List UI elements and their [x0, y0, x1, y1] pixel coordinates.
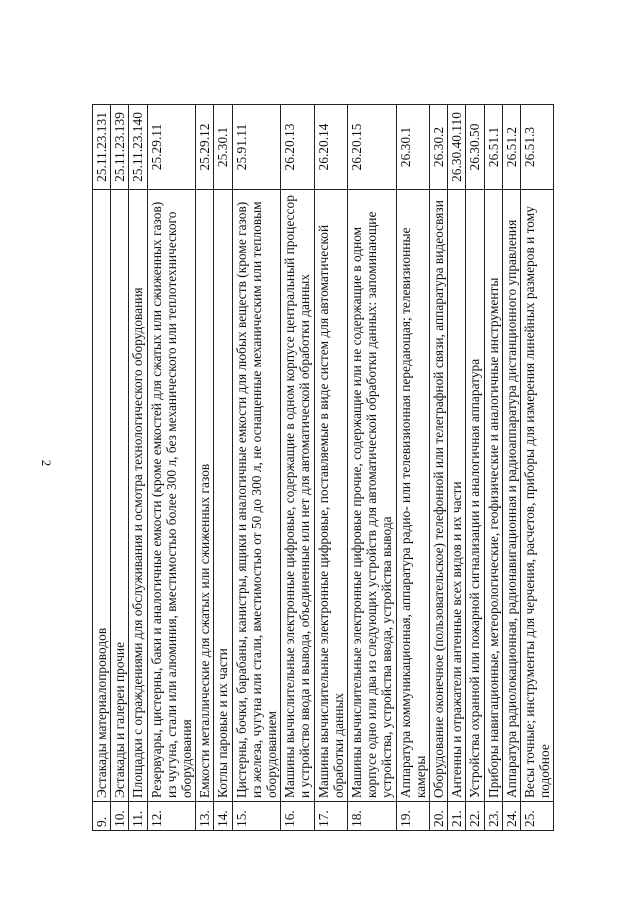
row-code-cell: 25.11.23.131 [93, 105, 111, 190]
row-description-cell: Эстакады материалопроводов [93, 190, 111, 802]
table-row [484, 105, 502, 831]
row-code-cell: 26.30.50 [466, 105, 484, 190]
table-row [196, 105, 214, 831]
table-row [314, 105, 347, 831]
row-code-cell: 26.20.13 [281, 105, 314, 190]
row-description-cell: Аппаратура коммуникационная, аппаратура радио- или телевизионная передающая; телевизионные камеры [396, 190, 429, 802]
table-row [147, 105, 196, 831]
rotated-table-container [92, 104, 554, 831]
row-code-cell: 25.30.1 [214, 105, 232, 190]
row-description-cell: Антенны и отражатели антенные всех видов и их части [448, 190, 466, 802]
row-description-cell: Емкости металлические для сжатых или сжиженных газов [196, 190, 214, 802]
row-description-cell: Оборудование оконечное (пользовательское) телефонной или телеграфной связи, аппаратура видеосвязи [430, 190, 448, 802]
row-description-cell: Устройства охранной или пожарной сигнализации и аналогичная аппаратура [466, 190, 484, 802]
table-row [232, 105, 281, 831]
row-number-cell: 11. [129, 802, 147, 831]
table-row [93, 105, 111, 831]
row-number-cell: 18. [348, 802, 397, 831]
row-number-cell: 19. [396, 802, 429, 831]
row-description-cell: Машины вычислительные электронные цифровые прочие, содержащие или не содержащие в одном корпусе одно или два из следующих устройств для автоматической обработки данных: запоминающие устройства, устройства ввода, устройства вывода [348, 190, 397, 802]
table-row [214, 105, 232, 831]
row-code-cell: 25.29.11 [147, 105, 196, 190]
row-description-cell: Машины вычислительные электронные цифровые, поставляемые в виде систем для автоматической обработки данных [314, 190, 347, 802]
table-row [430, 105, 448, 831]
table-row [448, 105, 466, 831]
row-number-cell: 24. [502, 802, 520, 831]
row-number-cell: 15. [232, 802, 281, 831]
row-description-cell: Весы точные; инструменты для черчения, расчетов, приборы для измерения линейных размеров и тому подобное [521, 190, 554, 802]
row-number-cell: 20. [430, 802, 448, 831]
table-row [466, 105, 484, 831]
classification-table [92, 104, 554, 831]
row-code-cell: 26.51.2 [502, 105, 520, 190]
row-description-cell: Площадки с ограждениями для обслуживания и осмотра технологического оборудования [129, 190, 147, 802]
row-number-cell: 23. [484, 802, 502, 831]
row-number-cell: 22. [466, 802, 484, 831]
table-row [111, 105, 129, 831]
table-row [521, 105, 554, 831]
row-code-cell: 26.30.1 [396, 105, 429, 190]
row-number-cell: 12. [147, 802, 196, 831]
row-code-cell: 26.51.3 [521, 105, 554, 190]
row-number-cell: 13. [196, 802, 214, 831]
row-number-cell: 16. [281, 802, 314, 831]
row-number-cell: 14. [214, 802, 232, 831]
row-description-cell: Котлы паровые и их части [214, 190, 232, 802]
row-code-cell: 26.51.1 [484, 105, 502, 190]
row-code-cell: 26.30.2 [430, 105, 448, 190]
row-code-cell: 26.20.15 [348, 105, 397, 190]
row-code-cell: 26.20.14 [314, 105, 347, 190]
row-description-cell: Эстакады и галереи прочие [111, 190, 129, 802]
row-code-cell: 25.11.23.140 [129, 105, 147, 190]
row-description-cell: Приборы навигационные, метеорологические, геофизические и аналогичные инструменты [484, 190, 502, 802]
row-description-cell: Цистерны, бочки, барабаны, канистры, ящики и аналогичные емкости для любых веществ (кроме газов) из железа, чугуна или стали, вместимостью от 50 до 300 л, не оснащенные механическим или тепловым оборудованием [232, 190, 281, 802]
row-number-cell: 21. [448, 802, 466, 831]
row-number-cell: 9. [93, 802, 111, 831]
table-row [396, 105, 429, 831]
table-row [348, 105, 397, 831]
page-number: 2 [39, 459, 54, 467]
row-description-cell: Машины вычислительные электронные цифровые, содержащие в одном корпусе центральный процессор и устройство ввода и вывода, объединенные или нет для автоматической обработки данных [281, 190, 314, 802]
row-description-cell: Резервуары, цистерны, баки и аналогичные емкости (кроме емкостей для сжатых или сжиженных газов) из чугуна, стали или алюминия, вместимостью более 300 л, без механического или теплотехнического оборудования [147, 190, 196, 802]
row-number-cell: 25. [521, 802, 554, 831]
row-code-cell: 25.11.23.139 [111, 105, 129, 190]
row-description-cell: Аппаратура радиолокационная, радионавигационная и радиоаппаратура дистанционного управления [502, 190, 520, 802]
table-row [129, 105, 147, 831]
row-code-cell: 25.29.12 [196, 105, 214, 190]
table-row [502, 105, 520, 831]
table-row [281, 105, 314, 831]
table-body [93, 105, 554, 831]
row-number-cell: 17. [314, 802, 347, 831]
row-code-cell: 26.30.40.110 [448, 105, 466, 190]
row-code-cell: 25.91.11 [232, 105, 281, 190]
row-number-cell: 10. [111, 802, 129, 831]
